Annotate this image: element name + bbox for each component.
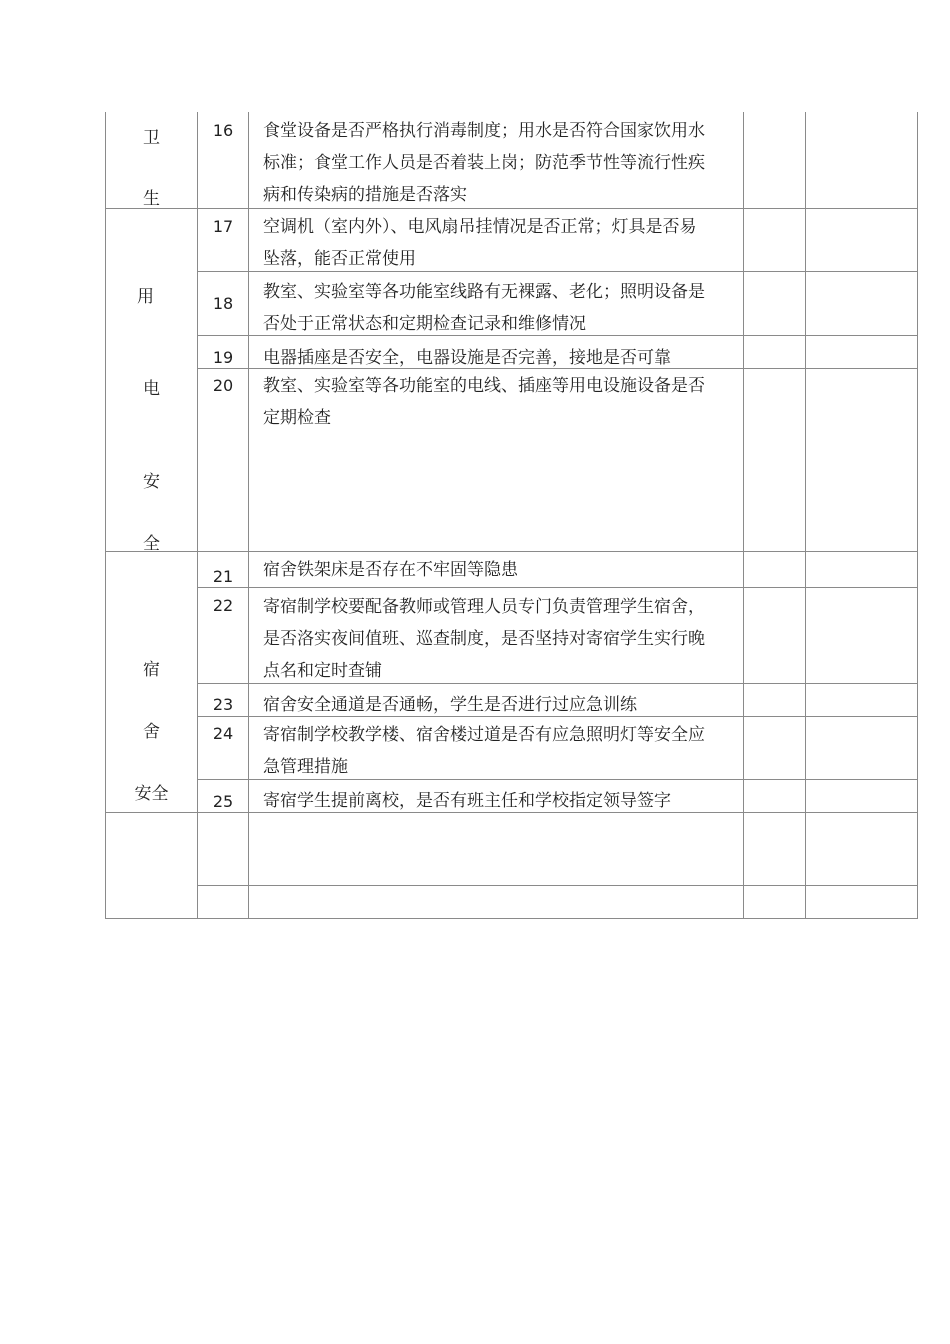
- row-text-line: 寄宿制学校教学楼、宿舍楼过道是否有应急照明灯等安全应: [263, 725, 705, 745]
- row-text-line: 标准；食堂工作人员是否着装上岗；防范季节性等流行性疾: [263, 153, 705, 173]
- row-text: [263, 591, 738, 687]
- grid-line: [248, 112, 249, 919]
- grid-line: [105, 551, 918, 552]
- row-text-line: 坠落，能否正常使用: [263, 249, 416, 269]
- row-text-line: 宿舍安全通道是否通畅，学生是否进行过应急训练: [263, 695, 637, 715]
- category-dorm-char: 宿: [143, 660, 160, 680]
- grid-line: [197, 587, 918, 588]
- row-text: [263, 276, 738, 340]
- row-text-line: 食堂设备是否严格执行消毒制度；用水是否符合国家饮用水: [263, 121, 705, 141]
- category-dorm-char: 安全: [134, 784, 169, 804]
- category-electric-char: 安: [143, 472, 160, 492]
- grid-line: [917, 112, 918, 919]
- row-text-line: 教室、实验室等各功能室的电线、插座等用电设施设备是否: [263, 376, 705, 396]
- row-number: 20: [212, 376, 234, 395]
- row-text-line: 电器插座是否安全，电器设施是否完善，接地是否可靠: [263, 348, 671, 368]
- row-text-line: 寄宿制学校要配备教师或管理人员专门负责管理学生宿舍，: [263, 597, 705, 617]
- row-text: [263, 719, 738, 783]
- row-number: 19: [212, 348, 234, 367]
- grid-line: [805, 112, 806, 919]
- category-electric-char: 全: [143, 534, 160, 554]
- row-text-line: 空调机（室内外）、电风扇吊挂情况是否正常；灯具是否易: [263, 217, 697, 237]
- row-number: 21: [212, 567, 234, 586]
- grid-line: [743, 112, 744, 919]
- category-dorm-char: 舍: [143, 722, 160, 742]
- row-number: 18: [212, 294, 234, 313]
- grid-line: [105, 918, 918, 919]
- row-text: [263, 554, 738, 586]
- row-text: [263, 689, 738, 721]
- category-hygiene-char: 卫: [143, 128, 160, 148]
- row-text: [263, 211, 738, 275]
- row-text: [263, 115, 738, 211]
- row-text-line: 急管理措施: [263, 757, 348, 777]
- row-number: 22: [212, 596, 234, 615]
- row-text: [263, 370, 738, 434]
- category-electric-char: 电: [143, 379, 160, 399]
- category-hygiene-char: 生: [143, 189, 160, 209]
- grid-line: [197, 885, 918, 886]
- row-text-line: 否处于正常状态和定期检查记录和维修情况: [263, 314, 586, 334]
- row-text-line: 宿舍铁架床是否存在不牢固等隐患: [263, 560, 518, 580]
- row-text: [263, 785, 738, 817]
- row-text-line: 是否洛实夜间值班、巡查制度，是否坚持对寄宿学生实行晚: [263, 629, 705, 649]
- row-text-line: 定期检查: [263, 408, 331, 428]
- row-text-line: 教室、实验室等各功能室线路有无裸露、老化；照明设备是: [263, 282, 705, 302]
- category-electric-char: 用: [137, 287, 154, 307]
- row-text-line: 点名和定时查铺: [263, 661, 382, 681]
- row-text-line: 病和传染病的措施是否落实: [263, 185, 467, 205]
- row-number: 25: [212, 792, 234, 811]
- row-number: 16: [212, 121, 234, 140]
- row-number: 24: [212, 724, 234, 743]
- row-number: 23: [212, 695, 234, 714]
- row-number: 17: [212, 217, 234, 236]
- row-text-line: 寄宿学生提前离校，是否有班主任和学校指定领导签字: [263, 791, 671, 811]
